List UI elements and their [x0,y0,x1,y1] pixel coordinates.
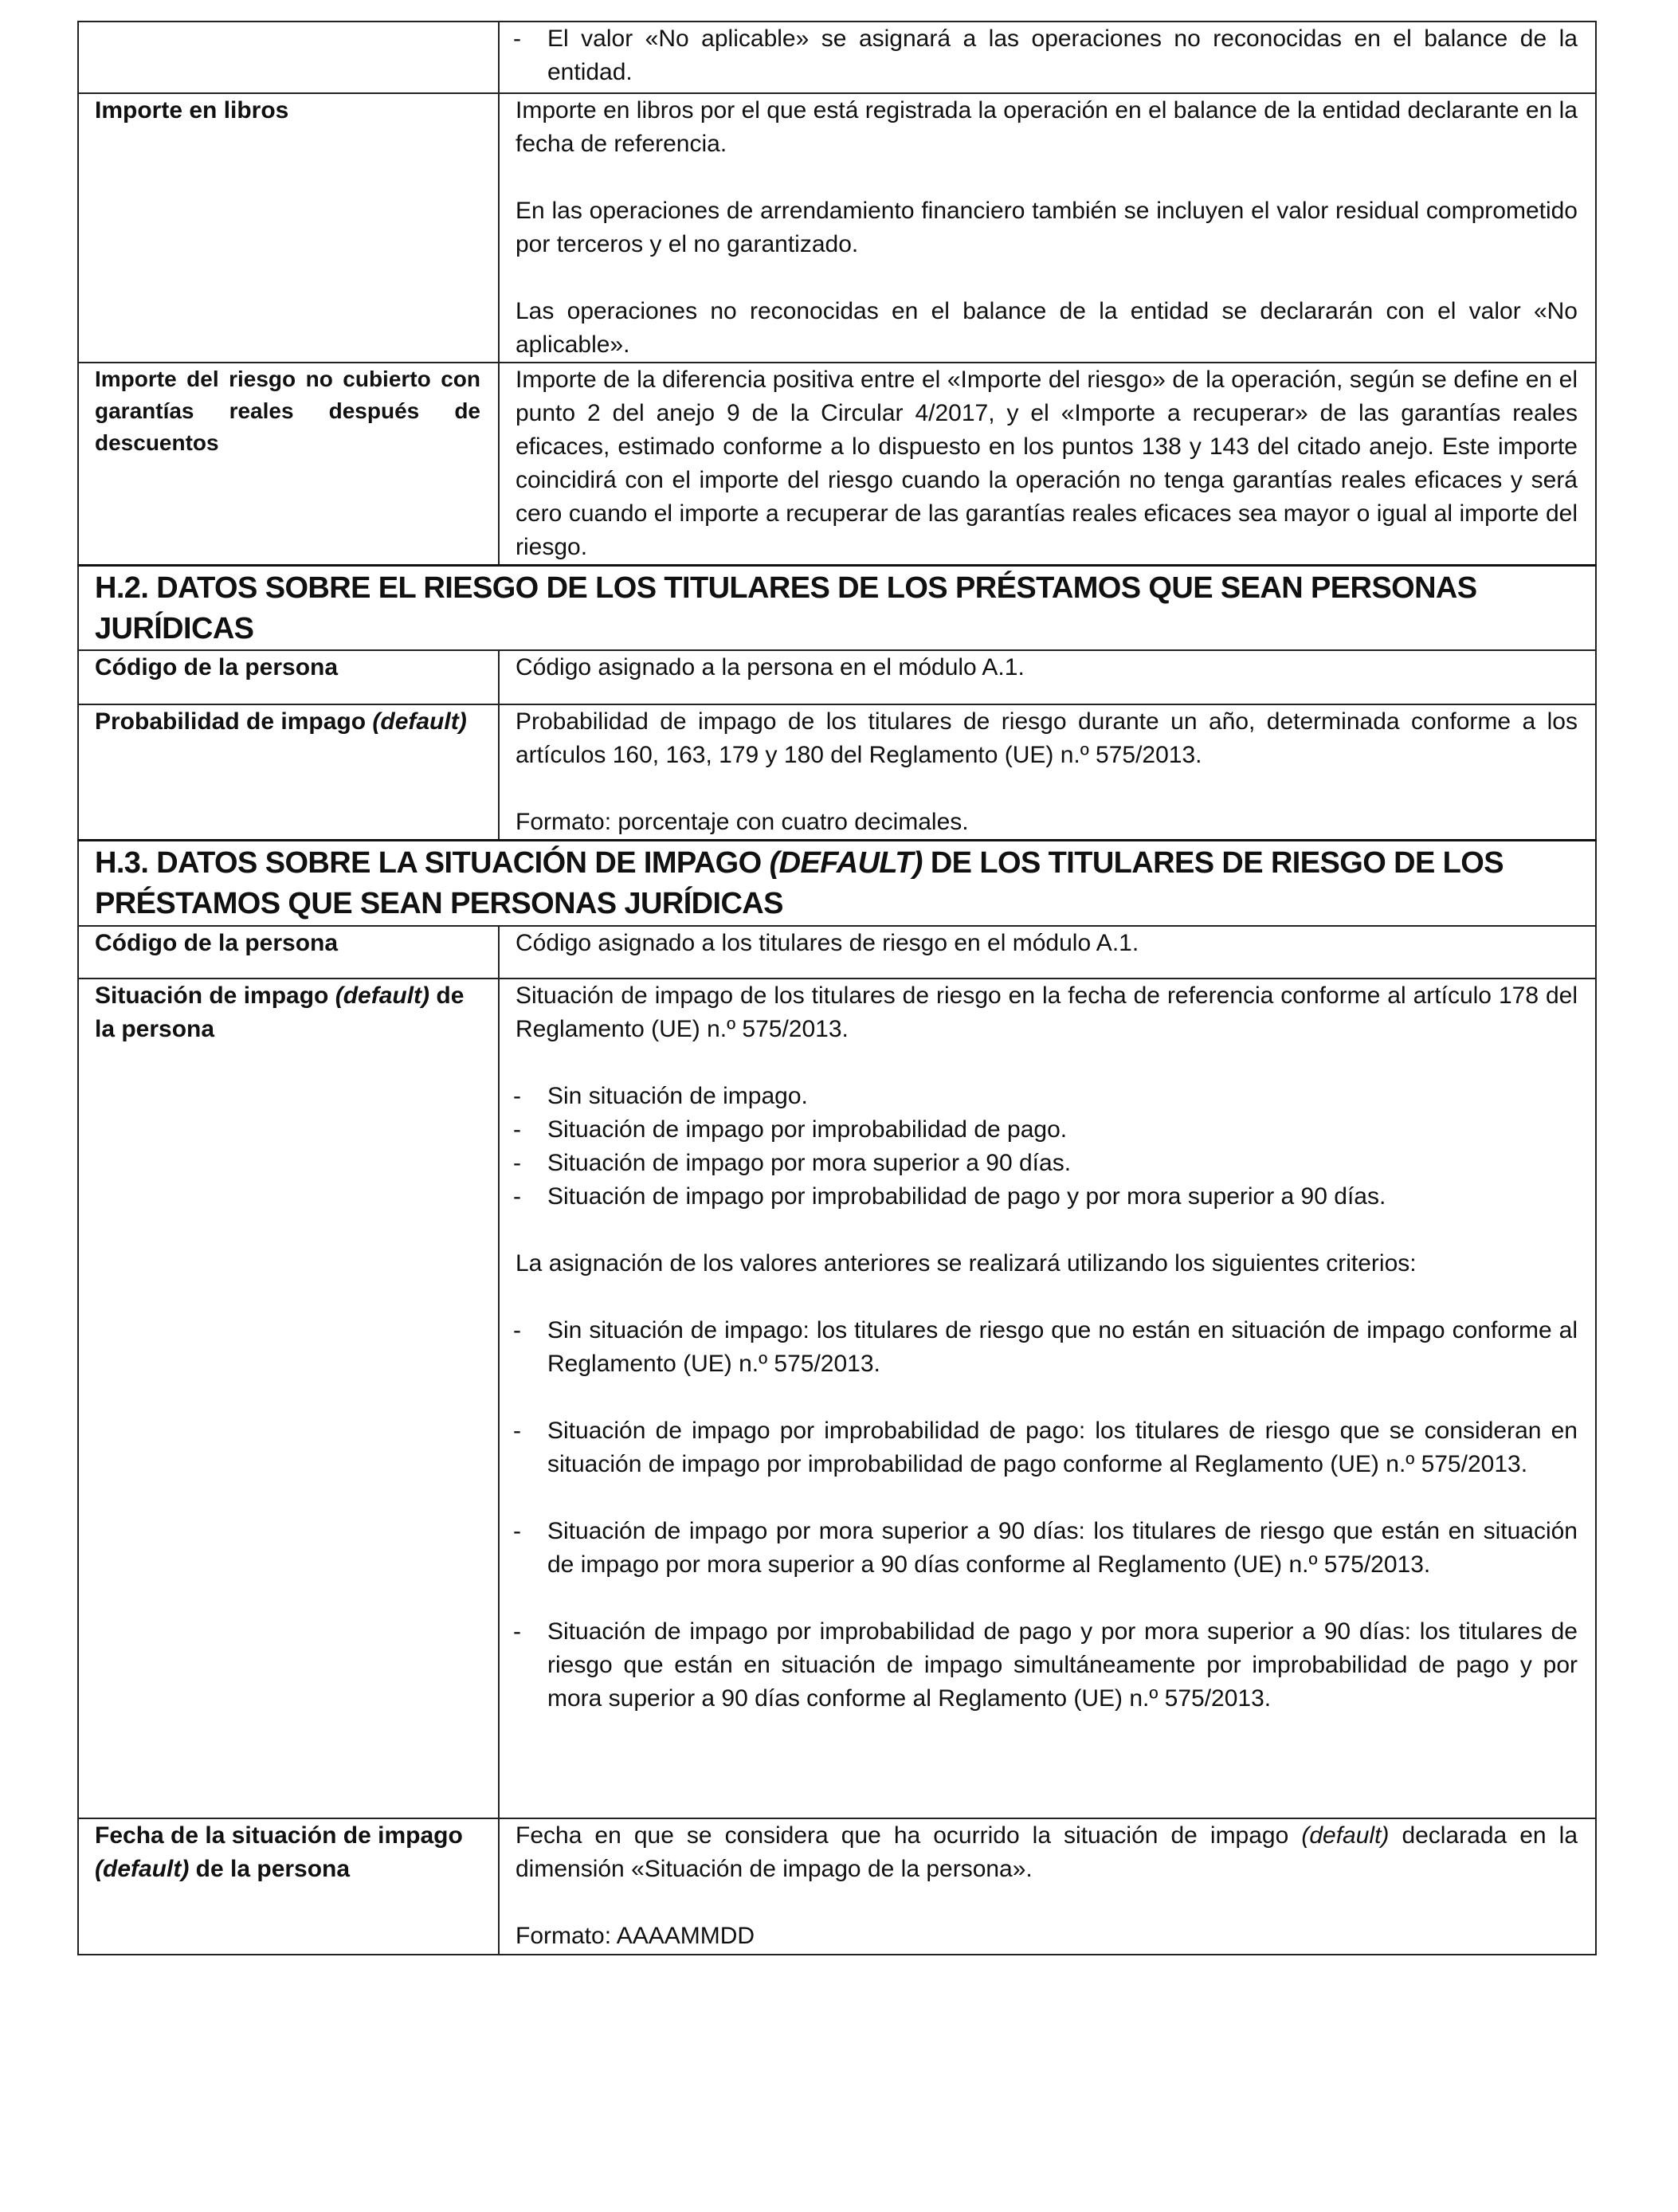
paragraph [516,94,1578,161]
bullet-item [513,1615,1578,1716]
text-segment: Fecha en que se considera que ha ocurrido la situación de impago [516,1822,1302,1849]
dash-bullet-icon: - [513,1517,521,1544]
field-name-cell [78,650,499,704]
table-row [78,650,1596,704]
paragraph [516,927,1578,960]
text-segment: Situación de impago por improbabilidad de pago y por mora superior a 90 días: los titulares de riesgo que están en situación de impago simultáneamente por improbabilidad de pago y por mora superior a 90 días conforme al Reglamento (UE) n.º 575/2013. [547,1618,1578,1712]
dash-bullet-icon: - [513,1618,521,1645]
field-description-cell [499,93,1596,363]
text-segment: declarada en la dimensión «Situación de impago de la persona». [516,1822,1578,1882]
paragraph-group [513,1314,1578,1381]
dash-bullet-icon: - [513,25,521,52]
table-row [78,926,1596,979]
dash-bullet-icon: - [513,1082,521,1109]
paragraph-group [513,1615,1578,1716]
section-header-row [78,841,1596,926]
field-description-cell [499,926,1596,979]
bullet-item [513,1414,1578,1481]
text-segment: Las operaciones no reconocidas en el balance de la entidad se declararán con el valor «No aplicable». [516,298,1578,358]
text-segment: El valor «No aplicable» se asignará a las operaciones no reconocidas en el balance de la entidad. [547,25,1578,85]
definitions-table [77,21,1597,1955]
italic-text: (default) [1301,1822,1390,1849]
paragraph-group [513,22,1578,89]
paragraph [516,705,1578,772]
text-segment: H.2. DATOS SOBRE EL RIESGO DE LOS TITULARES DE LOS PRÉSTAMOS QUE SEAN PERSONAS JURÍDICAS [95,571,1477,645]
field-description-cell [499,22,1596,93]
paragraph [516,651,1578,684]
dash-bullet-icon: - [513,1182,521,1210]
text-segment: Probabilidad de impago [95,708,373,735]
section-header-row [78,566,1596,651]
paragraph [516,295,1578,362]
text-segment: Situación de impago por improbabilidad de pago y por mora superior a 90 días. [547,1182,1386,1210]
table-row [78,704,1596,841]
paragraph [516,979,1578,1046]
field-name-cell [78,704,499,841]
field-name-cell [78,979,499,1818]
field-description-cell [499,979,1596,1818]
bullet-item [513,1515,1578,1582]
text-segment: Situación de impago de los titulares de riesgo en la fecha de referencia conforme al artículo 178 del Reglamento (UE) n.º 575/2013. [516,982,1578,1042]
text-segment: Código de la persona [95,929,339,956]
table-row [78,363,1596,566]
paragraph-group [516,1819,1578,1886]
text-segment: Probabilidad de impago de los titulares de riesgo durante un año, determinada conforme a los artículos 160, 163, 179 y 180 del Reglamento (UE) n.º 575/2013. [516,708,1578,768]
paragraph [516,1247,1578,1281]
dash-bullet-icon: - [513,1116,521,1143]
table-row [78,979,1596,1818]
text-segment: DE LOS TITULARES DE RIESGO DE LOS PRÉSTAMOS QUE SEAN PERSONAS JURÍDICAS [95,846,1504,920]
text-segment: En las operaciones de arrendamiento financiero también se incluyen el valor residual comprometido por terceros y el no garantizado. [516,198,1578,257]
text-segment: Sin situación de impago: los titulares de riesgo que no están en situación de impago conforme al Reglamento (UE) n.º 575/2013. [547,1316,1578,1377]
field-description-cell [499,650,1596,704]
text-segment: Código de la persona [95,654,339,680]
field-description-cell [499,704,1596,841]
bullet-item [513,1314,1578,1381]
paragraph-group [513,1515,1578,1582]
paragraph-group [516,979,1578,1046]
text-segment: de la persona [95,982,465,1042]
paragraph-group [516,1247,1578,1281]
field-name-cell [78,93,499,363]
definitions-table-body [78,22,1596,1955]
section-heading [78,841,1596,926]
paragraph-group [516,194,1578,261]
paragraph-group [516,94,1578,161]
text-segment: Situación de impago por mora superior a 90 días. [547,1149,1072,1176]
text-segment: H.3. DATOS SOBRE LA SITUACIÓN DE IMPAGO [95,846,770,880]
text-segment: Situación de impago por improbabilidad de pago: los titulares de riesgo que se consideran en situación de impago por improbabilidad de pago conforme al Reglamento (UE) n.º 575/2013. [547,1417,1578,1477]
text-segment: Fecha de la situación de impago [95,1822,463,1849]
dash-bullet-icon: - [513,1149,521,1176]
text-segment: de la persona [189,1855,351,1882]
text-segment: Formato: AAAAMMDD [516,1922,755,1949]
paragraph [516,806,1578,839]
field-description-cell [499,363,1596,566]
field-description-cell [499,1818,1596,1955]
text-segment: Código asignado a la persona en el módulo A.1. [516,654,1025,680]
bullet-item [513,1147,1578,1180]
text-segment: Importe en libros por el que está registrada la operación en el balance de la entidad declarante en la fecha de referencia. [516,97,1578,157]
text-segment: Importe del riesgo no cubierto con garantías reales después de descuentos [95,367,480,455]
text-segment: Situación de impago por mora superior a 90 días: los titulares de riesgo que están en situación de impago por mora superior a 90 días conforme al Reglamento (UE) n.º 575/2013. [547,1517,1578,1578]
bullet-item [513,1113,1578,1147]
text-segment: Situación de impago por improbabilidad de pago. [547,1116,1068,1143]
paragraph [516,363,1578,564]
dash-bullet-icon: - [513,1417,521,1444]
paragraph-group [516,1920,1578,1953]
section-heading [78,566,1596,651]
paragraph-group [516,806,1578,839]
paragraph [516,194,1578,261]
text-segment: Formato: porcentaje con cuatro decimales. [516,809,969,835]
dash-bullet-icon: - [513,1316,521,1343]
paragraph [516,1819,1578,1886]
field-name-cell [78,22,499,93]
paragraph-group [516,927,1578,960]
text-segment: Importe en libros [95,97,289,124]
bullet-item [513,22,1578,89]
field-name-cell [78,363,499,566]
paragraph-group [516,705,1578,772]
text-segment: La asignación de los valores anteriores se realizará utilizando los siguientes criterios: [516,1249,1417,1277]
italic-text: (default) [95,1855,190,1882]
bullet-item [513,1080,1578,1113]
field-name-cell [78,926,499,979]
paragraph-group [516,651,1578,684]
table-row [78,22,1596,93]
bullet-item [513,1180,1578,1214]
italic-text: (default) [372,708,467,735]
paragraph [516,1920,1578,1953]
table-row [78,93,1596,363]
field-name-cell [78,1818,499,1955]
text-segment: Situación de impago [95,982,335,1009]
italic-text: (default) [335,982,430,1009]
paragraph-group [516,363,1578,564]
table-row [78,1818,1596,1955]
text-segment: Código asignado a los titulares de riesgo en el módulo A.1. [516,929,1139,956]
text-segment: Importe de la diferencia positiva entre el «Importe del riesgo» de la operación, según se define en el punto 2 del anejo 9 de la Circular 4/2017, y el «Importe a recuperar» de las garantías reales eficaces, estimado conforme a lo dispuesto en los puntos 138 y 143 del citado anejo. Este importe coincidirá con el importe del riesgo cuando la operación no tenga garantías reales eficaces y será cero cuando el importe a recuperar de las garantías reales eficaces sea mayor o igual al importe del riesgo. [516,367,1578,560]
italic-text: (DEFAULT) [769,846,923,880]
text-segment: Sin situación de impago. [547,1082,808,1109]
paragraph-group [513,1080,1578,1214]
paragraph-group [513,1414,1578,1481]
paragraph-group [516,295,1578,362]
